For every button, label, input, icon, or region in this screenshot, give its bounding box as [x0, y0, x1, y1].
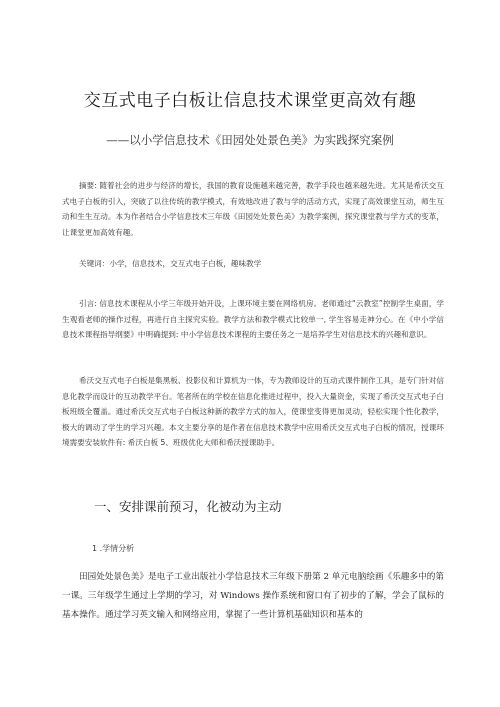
keywords-paragraph: 关键词：小学，信息技术，交互式电子白板，趣味教学 [79, 259, 262, 268]
abstract-paragraph: 摘要: 随着社会的进步与经济的增长，我国的教育设施越来越完善，教学手段也越来越先进。尤其是希沃交互式电子白板的引入，突破了以往传统的教学模式，有效地改进了教与学的活动方式，实现了高效课堂互动，师生互动和生生互动。本为作者结合小学信息技术三年级《田园处处景色美》为教学案例，探究课堂教与学方式的变革，让课堂更加高效有趣。 [62, 181, 444, 237]
section-heading-1: 一、安排课前预习，化被动为主动 [94, 499, 282, 514]
document-title: 交互式电子白板让信息技术课堂更高效有趣 [83, 91, 417, 111]
subsection-heading-1-1: 1 .学情分析 [92, 544, 135, 553]
body-paragraph: 田园处处景色美》是电子工业出版社小学信息技术三年级下册第 2 单元电脑绘画《乐趣多中的第一课。三年级学生通过上学期的学习，对 Windows 操作系统和窗口有了初步的了解，学会了鼠标的基本操作。通过学习英文输入和网络应用，掌握了一些计算机基础知识和基本的 [62, 572, 444, 620]
document-subtitle: ——以小学信息技术《田园处处景色美》为实践探究案例 [106, 133, 394, 147]
intro-paragraph-2: 希沃交互式电子白板是集黑板、投影仪和计算机为一体，专为教师设计的互动式课件制作工具，是专门针对信息化教学而设计的互动教学平台。笔者所在的学校在信息化推进过程中，投入大量资金，实现了希沃交互式电子白板班级全覆盖。通过希沃交互式电子白板这种新的教学方式的加入，使课堂变得更加灵动，轻松实现个性化教学，极大的调动了学生的学习兴趣。本文主要分享的是作者在信息技术教学中应用希沃交互式电子白板的情况，授课环境需要安装软件有: 希沃白板 5、班级优化大师和希沃授课助手。 [62, 376, 444, 448]
intro-paragraph-1: 引言: 信息技术课程从小学三年级开始开设，上课环境主要在网络机房。老师通过“云教室”控制学生桌面，学生观看老师的操作过程，再进行自主探究实验。教学方法和教学模式比较单一, 学生容易走神分心。在《中小学信息技术课程指导纲要》中明确提到: 中小学信息技术课程的主要任务之一是培养学生对信息技术的兴趣和意识。 [62, 299, 444, 340]
